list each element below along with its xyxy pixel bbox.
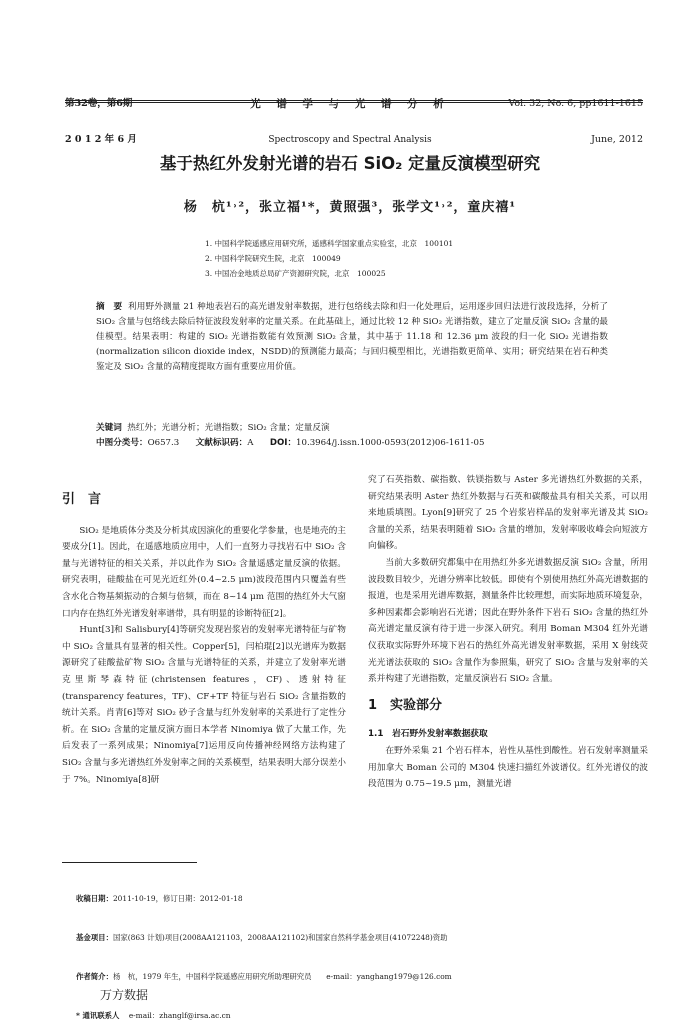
doc-code-label: 文献标识码： xyxy=(195,438,248,448)
affiliation-3: 3. 中国冶金地质总局矿产资源研究院，北京 100025 xyxy=(205,269,386,278)
header-issue xyxy=(508,74,643,158)
header-journal-cn: 光 谱 学 与 光 谱 分 析 xyxy=(250,98,450,110)
subsection-1-1-heading: 1.1 岩石野外发射率数据获取 xyxy=(368,729,488,740)
author-bio-text: 杨 杭，1979 年生，中国科学院遥感应用研究所助理研究员 e-mail：yanghang1979@126.com xyxy=(112,972,452,981)
header-date-en: June, 2012 xyxy=(591,134,643,145)
paper-title: 基于热红外发射光谱的岩石 SiO₂ 定量反演模型研究 xyxy=(159,154,541,173)
doi-value: 10.3964/j.issn.1000-0593(2012)06-1611-05 xyxy=(296,438,485,448)
header-volume-cn: 第32卷，第6期 xyxy=(65,98,133,109)
doi-label: DOI： xyxy=(269,438,297,448)
fund-text: 国家(863 计划)项目(2008AA121103，2008AA121102)和国家自然科学基金项目(41072248)资助 xyxy=(112,933,448,942)
author-list: 杨 杭¹˒²，张立福¹*，黄照强³，张学文¹˒²，童庆禧¹ xyxy=(183,200,517,215)
intro-paragraph-1: SiO₂ 是地质体分类及分析其成因演化的重要化学参量，也是地壳的主要成分[1]。因此，在遥感地质应用中，人们一直努力寻找岩石中 SiO₂ 含量与光谱特征的相关关系，并以此作为 SiO₂ 含量遥感定量反演的依据。研究表明，硅酸盐在可见光近红外(0.4~2.5 μm)波段范围内只覆盖有些含水化合物基频振动的合频与倍频，而在 8~14 μm 范围的热红外大气窗口内存在热红外光谱发射率谱带，具有明显的诊断特征[2]。 xyxy=(62,525,346,619)
keywords-block xyxy=(96,421,616,451)
doc-code-value: A xyxy=(247,438,254,448)
abstract-label: 摘 要 xyxy=(96,302,123,312)
header-date-cn: 2 0 1 2 年 6 月 xyxy=(65,134,137,145)
right-paragraph-2: 当前大多数研究都集中在用热红外多光谱数据反演 SiO₂ 含量，所用波段数目较少，光谱分辨率比较低。即使有个别使用热红外高光谱数据的报道，也是采用光谱库数据，测量条件比较理想，而实际地质环境复杂，多种因素都会影响岩石光谱；因此在野外条件下岩石 SiO₂ 含量的热红外高光谱定量反演有待于进一步深入研究。利用 Boman M304 红外光谱仪获取实际野外环境下岩石的热红外高光谱发射率数据，采用 X 射线荧光光谱法获取的 SiO₂ 含量作为参照集，研究了 SiO₂ 含量与发射率的关系并构建了光谱指数，定量反演岩石 SiO₂ 含量。 xyxy=(368,557,648,685)
affiliation-1: 1. 中国科学院遥感应用研究所，遥感科学国家重点实验室，北京 100101 xyxy=(205,239,454,248)
corresponding-label: * 通讯联系人 xyxy=(76,1011,120,1020)
right-paragraph-3: 在野外采集 21 个岩石样本，岩性从基性到酸性。岩石发射率测量采用加拿大 Boman 公司的 M304 快速扫描红外波谱仪。红外光谱仪的波段范围为 0.75~19.5 μm，测量光谱 xyxy=(368,745,648,790)
keywords-text: 热红外；光谱分析；光谱指数；SiO₂ 含量；定量反演 xyxy=(127,423,330,433)
intro-paragraph-2: Hunt[3]和 Salisbury[4]等研究发现岩浆岩的发射率光谱特征与矿物中 SiO₂ 含量具有显著的相关性。Copper[5]，闫柏琨[2]以光谱库为数据源研究了硅酸盐矿物 SiO₂ 含量与光谱特征的关系，并建立了发射率光谱克里斯琴森特征(christensen features，CF)、透射特征(transparency features，TF)、CF+TF 特征与岩石 SiO₂ 含量指数的统计关系。肖青[6]等对 SiO₂ 砂子含量与红外发射率的关系进行了定性分析。在 SiO₂ 含量的定量反演方面日本学者 Ninomiya 做了大量工作，先后发表了一系列成果；Ninomiya[7]运用反向传播神经网络方法构建了 SiO₂ 含量与多光谱热红外发射率之间的关系模型，结果表明大部分误差小于 7%。Ninomiya[8]研 xyxy=(62,625,346,785)
received-label: 收稿日期： xyxy=(76,894,113,903)
intro-heading: 引 言 xyxy=(62,492,102,507)
clc-value: O657.3 xyxy=(147,438,180,448)
classification-line xyxy=(96,436,616,451)
right-column xyxy=(368,472,648,793)
abstract-text: 利用野外测量 21 种地表岩石的高光谱发射率数据，进行包络线去除和归一化处理后，运用逐步回归法进行波段选择，分析了 SiO₂ 含量与包络线去除后特征波段发射率的定量关系。在此基础上，通过比较 12 种 SiO₂ 光谱指数，建立了定量反演 SiO₂ 含量的最佳模型。结果表明：构建的 SiO₂ 光谱指数能有效预测 SiO₂ 含量，其中基于 11.18 和 12.36 μm 波段的归一化 SiO₂ 光谱指数(normalization silicon dioxide index，NSDD)的预测能力最高；与回归模型相比，光谱指数更简单、实用；研究结果在岩石种类鉴定及 SiO₂ 含量的高精度提取方面有重要应用价值。 xyxy=(96,302,608,372)
left-column xyxy=(62,492,346,788)
watermark: 万方数据 xyxy=(100,988,149,1002)
fund-label: 基金项目： xyxy=(76,933,113,942)
header-journal-en: Spectroscopy and Spectral Analysis xyxy=(268,135,432,145)
footnotes xyxy=(76,866,452,1035)
section-1-heading: 1 实验部分 xyxy=(368,697,443,713)
clc-label: 中图分类号： xyxy=(96,438,148,448)
author-bio-label: 作者简介： xyxy=(76,972,113,981)
keywords-label: 关键词 xyxy=(96,423,122,433)
header-volume-en: Vol. 32, No. 6, pp1611-1615 xyxy=(508,98,643,109)
abstract xyxy=(96,300,608,375)
corresponding-email: e-mail：zhanglf@irsa.ac.cn xyxy=(128,1011,231,1020)
received-dates: 2011-10-19，修订日期：2012-01-18 xyxy=(112,894,243,903)
header-rule-thin xyxy=(65,102,643,103)
affiliation-2: 2. 中国科学院研究生院，北京 100049 xyxy=(205,254,341,263)
footnote-rule xyxy=(62,862,197,863)
header-rule xyxy=(65,100,643,101)
affiliations xyxy=(205,236,453,281)
right-paragraph-1: 究了石英指数、碳指数、铁镁指数与 Aster 多光谱热红外数据的关系，研究结果表明 Aster 热红外数据与石英和碳酸盐具有相关关系，可以用来地质填图。Lyon[9]研究了 25 个岩浆岩样品的发射率光谱及其 SiO₂ 含量的关系，结果表明随着 SiO₂ 含量的增加，发射率吸收峰会向短波方向偏移。 xyxy=(368,475,648,552)
